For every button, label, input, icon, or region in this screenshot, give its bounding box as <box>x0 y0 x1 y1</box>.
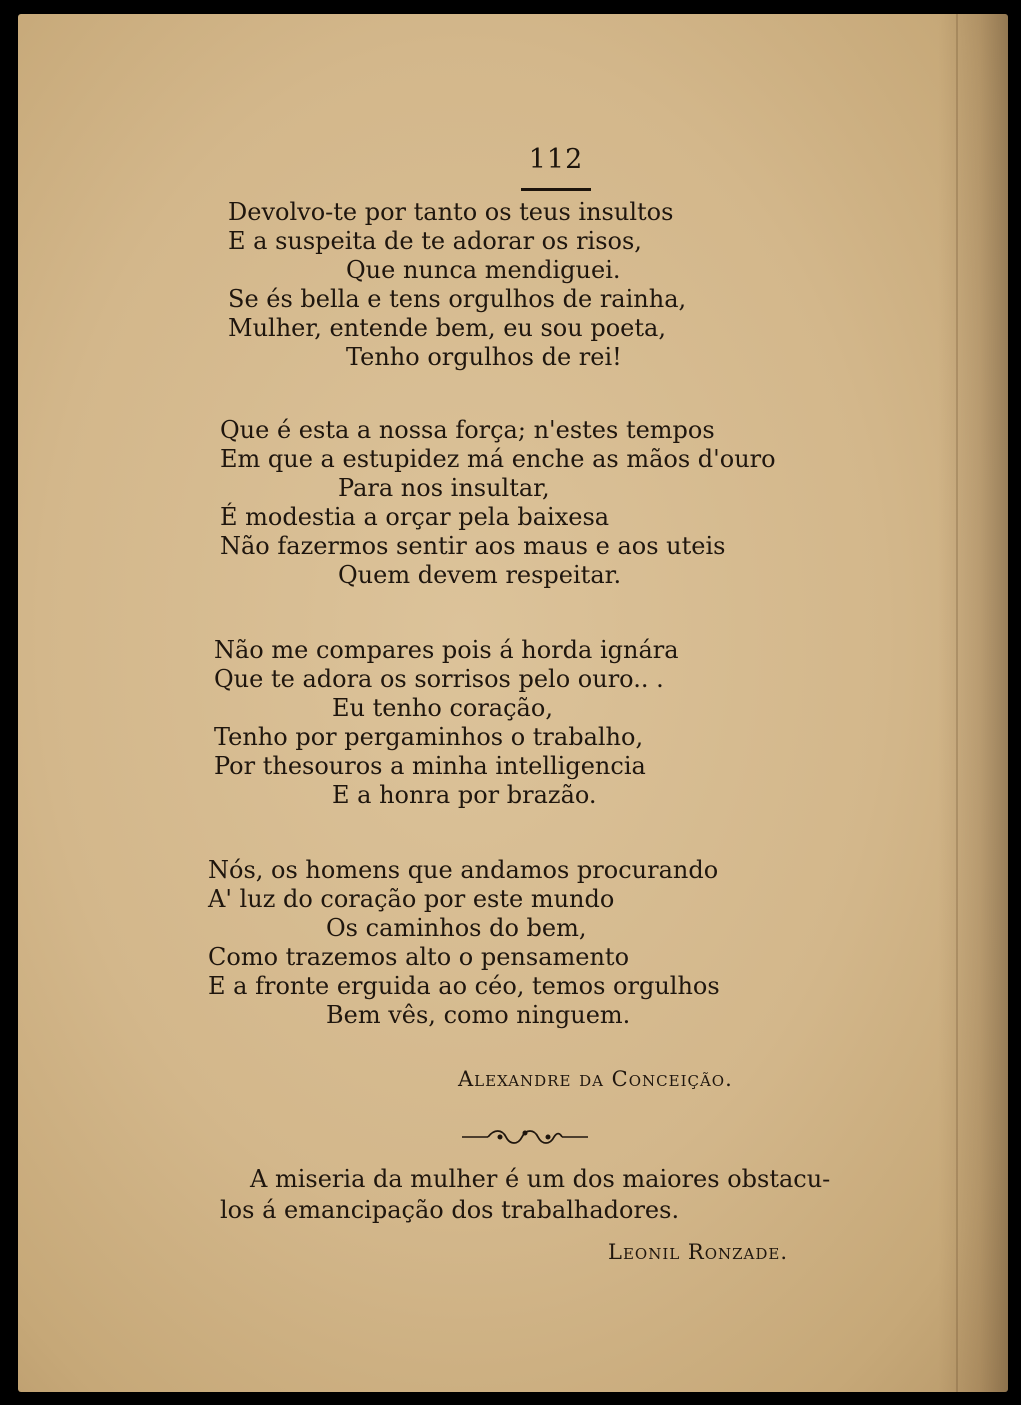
poem-line: Se és bella e tens orgulhos de rainha, <box>228 285 687 313</box>
poem-line: Não me compares pois á horda ignára <box>214 636 679 664</box>
poem-line: Que nunca mendiguei. <box>346 256 621 284</box>
quote-paragraph <box>220 1164 830 1226</box>
page-number: 112 <box>528 144 584 175</box>
book-page <box>18 14 1008 1392</box>
page-number-rule <box>521 188 591 191</box>
poem-line: Não fazermos sentir aos maus e aos uteis <box>220 532 726 560</box>
poem-line: E a suspeita de te adorar os risos, <box>228 227 642 255</box>
poem-line: E a honra por brazão. <box>332 781 597 809</box>
poem-stanza-1 <box>228 198 686 372</box>
poem-line: Bem vês, como ninguem. <box>326 1001 631 1029</box>
poem-line: Mulher, entende bem, eu sou poeta, <box>228 314 666 342</box>
poem-line: Eu tenho coração, <box>332 694 553 722</box>
poem-line: Quem devem respeitar. <box>338 561 622 589</box>
poem-line: Por thesouros a minha intelligencia <box>214 752 646 780</box>
page-spine-shadow <box>938 14 1008 1392</box>
quote-line: A miseria da mulher é um dos maiores obstacu- <box>250 1165 831 1193</box>
poem-stanza-3 <box>214 636 679 810</box>
quote-line: los á emancipação dos trabalhadores. <box>220 1196 680 1224</box>
poem-line: Que é esta a nossa força; n'estes tempos <box>220 416 715 444</box>
poem-line: Em que a estupidez má enche as mãos d'ouro <box>220 445 776 473</box>
ornament-divider-icon <box>460 1124 590 1150</box>
poem-line: É modestia a orçar pela baixesa <box>220 503 610 531</box>
poem-line: Para nos insultar, <box>338 474 550 502</box>
poem-line: Os caminhos do bem, <box>326 914 587 942</box>
page-crease <box>956 14 958 1392</box>
poem-author-signature: Alexandre da Conceição. <box>458 1067 733 1091</box>
poem-stanza-4 <box>208 856 720 1030</box>
poem-line: E a fronte erguida ao céo, temos orgulhos <box>208 972 720 1000</box>
poem-line: A' luz do coração por este mundo <box>208 885 615 913</box>
poem-line: Tenho por pergaminhos o trabalho, <box>214 723 644 751</box>
poem-line: Nós, os homens que andamos procurando <box>208 856 719 884</box>
quote-author-signature: Leonil Ronzade. <box>608 1240 789 1264</box>
poem-line: Que te adora os sorrisos pelo ouro.. . <box>214 665 664 693</box>
poem-line: Devolvo-te por tanto os teus insultos <box>228 198 674 226</box>
poem-stanza-2 <box>220 416 776 590</box>
poem-line: Tenho orgulhos de rei! <box>346 343 622 371</box>
poem-line: Como trazemos alto o pensamento <box>208 943 630 971</box>
